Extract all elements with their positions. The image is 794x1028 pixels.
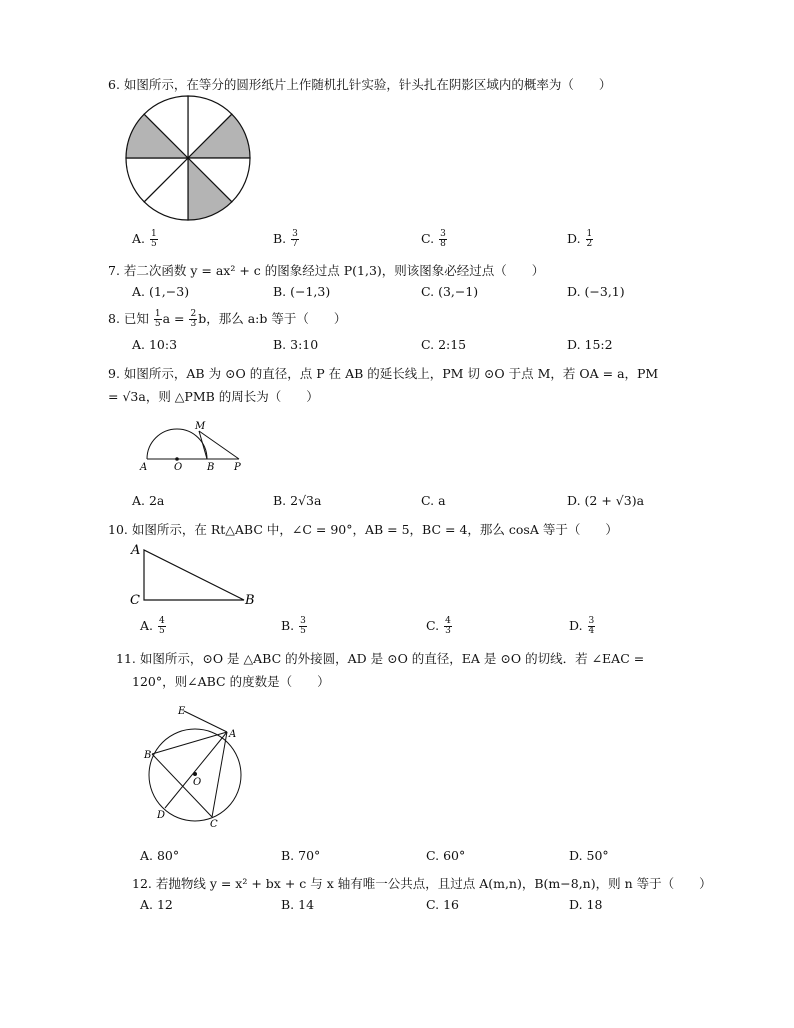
q8-stem: 8. 已知 $\frac{1}{5}$ a = $\frac{2}{3}$ b，那么 a:b 等于（ ） [108, 309, 347, 329]
q7-option-d[interactable]: D. (−3,1) [567, 284, 625, 299]
q7-option-a[interactable]: A. (1,−3) [132, 284, 190, 299]
q10-stem: 10. 如图所示，在 Rt△ABC 中，∠C = 90°，AB = 5，BC = 4，那么 cosA 等于（ ） [108, 522, 618, 537]
q8-option-a[interactable]: A. 10:3 [132, 337, 178, 352]
q11-circle-figure [140, 700, 250, 830]
q9-stem-line1: 9. 如图所示，AB 为 ⊙O 的直径，点 P 在 AB 的延长线上，PM 切 ⊙O 于点 M，若 OA = a，PM [108, 366, 659, 381]
q9-option-a[interactable]: A. 2a [132, 493, 165, 508]
q11-stem-line2: 120°，则∠ABC 的度数是（ ） [132, 674, 330, 689]
q9-label-o: O [174, 462, 183, 473]
q11-label-e: E [178, 706, 186, 717]
q10-option-c[interactable]: C. $\frac{4}{3}$ [426, 616, 451, 636]
q9-option-c[interactable]: C. a [421, 493, 446, 508]
q11-option-c[interactable]: C. 60° [426, 848, 466, 863]
q9-semicircle-figure [136, 418, 251, 473]
q10-label-c: C [130, 593, 140, 608]
q9-label-p: P [234, 462, 241, 473]
q10-option-d[interactable]: D. $\frac{3}{4}$ [569, 616, 595, 636]
q11-option-b[interactable]: B. 70° [281, 848, 321, 863]
q7-stem: 7. 若二次函数 y = ax² + c 的图象经过点 P(1,3)，则该图象必经过点（ ） [108, 263, 545, 278]
q9-label-b: B [207, 462, 215, 473]
q9-stem-line2: = √3a，则 △PMB 的周长为（ ） [108, 389, 319, 404]
q10-option-b[interactable]: B. $\frac{3}{5}$ [281, 616, 306, 636]
q9-label-m: M [195, 421, 206, 432]
q11-option-a[interactable]: A. 80° [140, 848, 180, 863]
q11-stem-line1: 11. 如图所示，⊙O 是 △ABC 的外接圆，AD 是 ⊙O 的直径，EA 是 ⊙O 的切线．若 ∠EAC = [116, 651, 645, 666]
q11-label-a: A [229, 729, 237, 740]
q11-option-d[interactable]: D. 50° [569, 848, 609, 863]
q7-option-b[interactable]: B. (−1,3) [273, 284, 331, 299]
q6-option-a[interactable]: A. $\frac{1}{5}$ [132, 229, 157, 249]
q6-circle-figure [124, 95, 254, 225]
q8-option-c[interactable]: C. 2:15 [421, 337, 467, 352]
q9-label-a: A [140, 462, 148, 473]
q6-option-c[interactable]: C. $\frac{3}{8}$ [421, 229, 446, 249]
q12-option-b[interactable]: B. 14 [281, 897, 315, 912]
q12-option-d[interactable]: D. 18 [569, 897, 603, 912]
q8-option-b[interactable]: B. 3:10 [273, 337, 319, 352]
q8-option-d[interactable]: D. 15:2 [567, 337, 613, 352]
q11-label-c: C [210, 819, 218, 830]
q12-option-a[interactable]: A. 12 [140, 897, 173, 912]
q11-label-b: B [144, 750, 152, 761]
q12-stem: 12. 若抛物线 y = x² + bx + c 与 x 轴有唯一公共点，且过点 A(m,n)，B(m−8,n)，则 n 等于（ ） [132, 876, 712, 891]
q10-label-b: B [245, 593, 255, 608]
q11-label-o: O [193, 777, 202, 788]
q6-option-b[interactable]: B. $\frac{3}{7}$ [273, 229, 298, 249]
q9-option-d[interactable]: D. (2 + √3)a [567, 493, 645, 508]
q7-option-c[interactable]: C. (3,−1) [421, 284, 479, 299]
q10-triangle-figure [128, 540, 268, 610]
q10-label-a: A [131, 543, 141, 558]
q10-option-a[interactable]: A. $\frac{4}{5}$ [140, 616, 165, 636]
q6-option-d[interactable]: D. $\frac{1}{2}$ [567, 229, 593, 249]
q11-label-d: D [157, 810, 166, 821]
q6-stem: 6. 如图所示，在等分的圆形纸片上作随机扎针实验，针头扎在阴影区域内的概率为（ ） [108, 77, 612, 92]
q12-option-c[interactable]: C. 16 [426, 897, 459, 912]
q9-option-b[interactable]: B. 2√3a [273, 493, 322, 508]
